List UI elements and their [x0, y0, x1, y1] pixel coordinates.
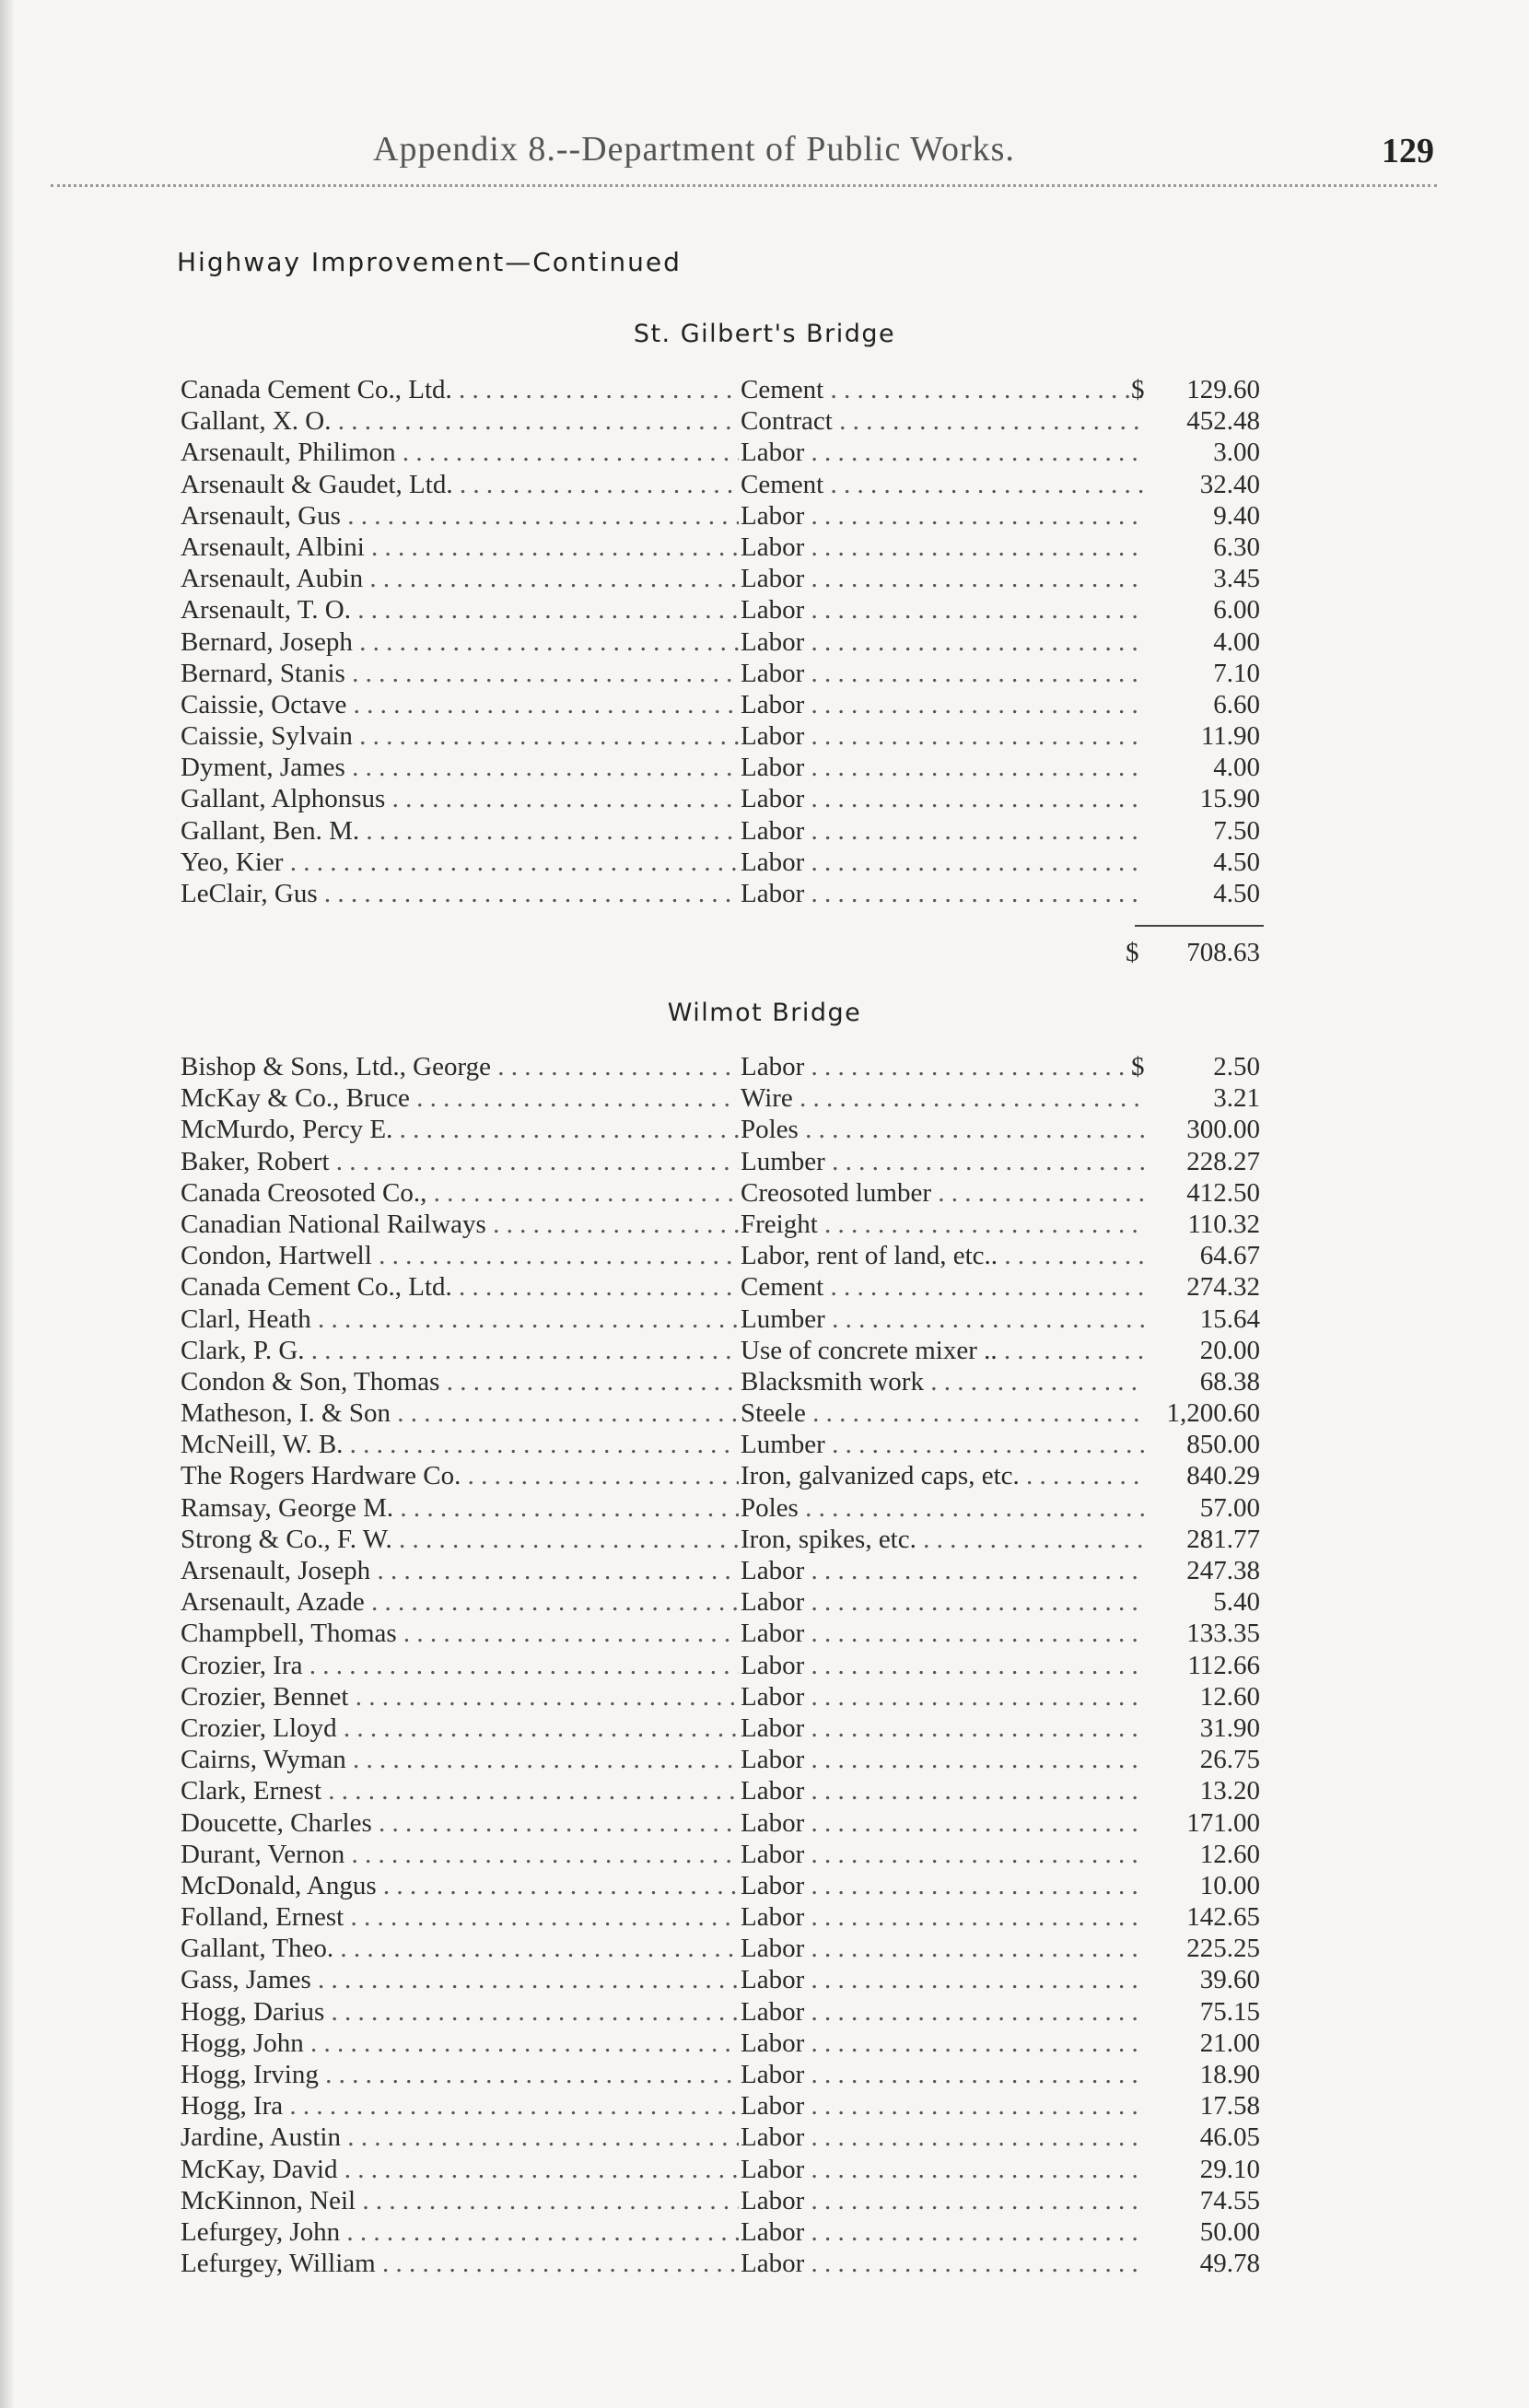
payee-name: Doucette, Charles . . .: [181, 1807, 739, 1839]
payee-name: Clark, Ernest . . .: [181, 1775, 739, 1806]
ledger-row: [0, 2090, 1529, 2122]
ledger-row: [0, 1303, 1529, 1335]
expense-item: Labor . . .: [741, 1839, 1146, 1870]
ledger-st-gilberts-bridge: [0, 374, 1529, 909]
expense-amount: 5.40: [1213, 1587, 1260, 1618]
section-total-row: [0, 938, 1529, 975]
expense-amount: 6.60: [1213, 689, 1260, 719]
payee-name: Dyment, James . . .: [181, 752, 739, 783]
expense-amount: 9.40: [1213, 500, 1260, 531]
expense-item: Lumber . . .: [741, 1303, 1146, 1335]
payee-name: Arsenault, Philimon . . .: [181, 437, 739, 468]
ledger-row: [0, 1586, 1529, 1618]
expense-item: Labor . . .: [741, 2028, 1146, 2059]
ledger-row: [0, 1524, 1529, 1555]
payee-name: McKinnon, Neil . . .: [181, 2185, 739, 2216]
expense-amount: 12.60: [1199, 1839, 1260, 1869]
ledger-row: [0, 563, 1529, 594]
ledger-row: [0, 626, 1529, 658]
ledger-row: [0, 1209, 1529, 1240]
payee-name: Durant, Vernon . . .: [181, 1839, 739, 1870]
payee-name: Arsenault & Gaudet, Ltd. . . .: [181, 469, 739, 500]
expense-item: Labor . . .: [741, 1775, 1146, 1806]
expense-item: Creosoted lumber . . .: [741, 1177, 1146, 1209]
expense-item: Lumber . . .: [741, 1146, 1146, 1177]
expense-amount: 21.00: [1199, 2028, 1260, 2058]
payee-name: Canadian National Railways . . .: [181, 1209, 739, 1240]
payee-name: LeClair, Gus . . .: [181, 878, 739, 909]
expense-item: Labor . . .: [741, 1555, 1146, 1586]
expense-amount: 7.10: [1213, 658, 1260, 688]
ledger-row: [0, 752, 1529, 783]
payee-name: McKay & Co., Bruce . . .: [181, 1082, 739, 1114]
expense-amount: 50.00: [1199, 2216, 1260, 2247]
payee-name: Lefurgey, John . . .: [181, 2216, 739, 2248]
expense-amount: 11.90: [1200, 721, 1260, 752]
expense-item: Contract . . .: [741, 405, 1146, 437]
payee-name: Matheson, I. & Son . . .: [181, 1397, 739, 1429]
expense-item: Labor . . .: [741, 1964, 1146, 1995]
expense-item: Labor . . .: [741, 1586, 1146, 1618]
payee-name: Lefurgey, William . . .: [181, 2248, 739, 2279]
section-title-wilmot-bridge: Wilmot Bridge: [667, 999, 862, 1027]
expense-item: Labor, rent of land, etc.. . . .: [741, 1240, 1146, 1271]
payee-name: Hogg, Irving . . .: [181, 2059, 739, 2090]
ledger-row: [0, 500, 1529, 532]
payee-name: Clark, P. G. . . .: [181, 1335, 739, 1366]
page-header: [0, 129, 1529, 175]
ledger-row: [0, 847, 1529, 878]
expense-item: Labor . . .: [741, 2248, 1146, 2279]
payee-name: Hogg, Darius . . .: [181, 1996, 739, 2028]
expense-item: Labor . . .: [741, 1996, 1146, 2028]
payee-name: Caissie, Sylvain . . .: [181, 720, 739, 752]
expense-amount: 12.60: [1199, 1681, 1260, 1712]
sum-rule: [1135, 925, 1264, 927]
payee-name: Gass, James . . .: [181, 1964, 739, 1995]
expense-item: Iron, spikes, etc. . . .: [741, 1524, 1146, 1555]
payee-name: Crozier, Ira . . .: [181, 1650, 739, 1681]
expense-item: Use of concrete mixer .. . . .: [741, 1335, 1146, 1366]
expense-amount: 32.40: [1199, 469, 1260, 499]
ledger-row: [0, 658, 1529, 689]
currency-symbol: $: [1131, 375, 1145, 404]
ledger-row: [0, 1335, 1529, 1366]
ledger-row: [0, 1051, 1529, 1082]
payee-name: McMurdo, Percy E. . . .: [181, 1114, 739, 1145]
ledger-row: [0, 1114, 1529, 1145]
payee-name: Jardine, Austin . . .: [181, 2122, 739, 2153]
payee-name: Bernard, Stanis . . .: [181, 658, 739, 689]
expense-item: Labor . . .: [741, 532, 1146, 563]
ledger-row: [0, 437, 1529, 468]
ledger-row: [0, 2154, 1529, 2185]
payee-name: Gallant, Theo. . . .: [181, 1933, 739, 1964]
ledger-row: [0, 1366, 1529, 1397]
expense-item: Labor . . .: [741, 1681, 1146, 1712]
section-title-st-gilberts-bridge: St. Gilbert's Bridge: [633, 320, 896, 348]
payee-name: Arsenault, Aubin . . .: [181, 563, 739, 594]
ledger-row: [0, 1146, 1529, 1177]
ledger-row: [0, 1082, 1529, 1114]
expense-item: Labor . . .: [741, 1051, 1146, 1082]
expense-amount: 6.00: [1213, 595, 1260, 625]
expense-item: Wire . . .: [741, 1082, 1146, 1114]
expense-item: Labor . . .: [741, 626, 1146, 658]
ledger-row: [0, 1870, 1529, 1901]
ledger-row: [0, 1712, 1529, 1744]
expense-amount: 10.00: [1199, 1870, 1260, 1900]
expense-amount: 15.64: [1199, 1303, 1260, 1334]
ledger-row: [0, 2122, 1529, 2153]
payee-name: Folland, Ernest . . .: [181, 1901, 739, 1933]
ledger-row: [0, 878, 1529, 909]
expense-item: Labor . . .: [741, 2185, 1146, 2216]
ledger-row: [0, 1807, 1529, 1839]
ledger-row: [0, 1177, 1529, 1209]
ledger-row: [0, 1240, 1529, 1271]
total-currency-symbol: $: [1126, 938, 1139, 967]
expense-item: Labor . . .: [741, 1870, 1146, 1901]
ledger-row: [0, 1901, 1529, 1933]
expense-item: Labor . . .: [741, 720, 1146, 752]
expense-amount: 300.00: [1186, 1115, 1260, 1145]
expense-item: Labor . . .: [741, 878, 1146, 909]
expense-item: Steele . . .: [741, 1397, 1146, 1429]
ledger-row: [0, 2248, 1529, 2279]
ledger-row: [0, 1555, 1529, 1586]
expense-amount: 26.75: [1199, 1745, 1260, 1775]
expense-amount: 31.90: [1199, 1712, 1260, 1743]
expense-amount: 247.38: [1186, 1556, 1260, 1585]
expense-item: Labor . . .: [741, 1901, 1146, 1933]
payee-name: Bernard, Joseph . . .: [181, 626, 739, 658]
ledger-row: [0, 1964, 1529, 1995]
expense-item: Labor . . .: [741, 1618, 1146, 1649]
payee-name: Arsenault, Gus . . .: [181, 500, 739, 532]
expense-amount: 4.50: [1213, 879, 1260, 908]
payee-name: Hogg, John . . .: [181, 2028, 739, 2059]
payee-name: The Rogers Hardware Co. . . .: [181, 1460, 739, 1491]
ledger-row: [0, 1429, 1529, 1460]
continued-heading: Highway Improvement—Continued: [177, 247, 682, 277]
expense-amount: 29.10: [1199, 2154, 1260, 2184]
currency-symbol: $: [1131, 1052, 1145, 1081]
expense-amount: 112.66: [1187, 1650, 1260, 1680]
ledger-row: [0, 2028, 1529, 2059]
expense-item: Labor . . .: [741, 500, 1146, 532]
expense-item: Cement . . .: [741, 469, 1146, 500]
expense-amount: 68.38: [1199, 1366, 1260, 1397]
expense-item: Cement . . .: [741, 1271, 1146, 1303]
payee-name: Crozier, Bennet . . .: [181, 1681, 739, 1712]
expense-item: Labor . . .: [741, 1933, 1146, 1964]
ledger-row: [0, 2185, 1529, 2216]
ledger-row: [0, 1775, 1529, 1806]
payee-name: McDonald, Angus . . .: [181, 1870, 739, 1901]
expense-item: Cement . . .: [741, 374, 1146, 405]
expense-amount: 20.00: [1199, 1335, 1260, 1365]
ledger-row: [0, 1271, 1529, 1303]
expense-amount: 228.27: [1186, 1146, 1260, 1176]
payee-name: Strong & Co., F. W. . . .: [181, 1524, 739, 1555]
expense-item: Labor . . .: [741, 563, 1146, 594]
expense-amount: 840.29: [1186, 1461, 1260, 1491]
ledger-row: [0, 815, 1529, 847]
expense-item: Labor . . .: [741, 847, 1146, 878]
ledger-row: [0, 594, 1529, 625]
expense-amount: 49.78: [1199, 2249, 1260, 2279]
expense-amount: 171.00: [1186, 1807, 1260, 1838]
expense-amount: 274.32: [1186, 1272, 1260, 1303]
expense-item: Labor . . .: [741, 1744, 1146, 1775]
expense-item: Labor . . .: [741, 2216, 1146, 2248]
expense-item: Labor . . .: [741, 1807, 1146, 1839]
expense-amount: 57.00: [1199, 1492, 1260, 1523]
expense-amount: 64.67: [1199, 1241, 1260, 1271]
expense-item: Labor . . .: [741, 2122, 1146, 2153]
ledger-row: [0, 1492, 1529, 1524]
payee-name: Hogg, Ira . . .: [181, 2090, 739, 2122]
payee-name: Canada Cement Co., Ltd. . . .: [181, 1271, 739, 1303]
payee-name: Bishop & Sons, Ltd., George . . .: [181, 1051, 739, 1082]
expense-amount: 3.21: [1213, 1083, 1260, 1114]
expense-amount: 13.20: [1199, 1776, 1260, 1806]
payee-name: Cairns, Wyman . . .: [181, 1744, 739, 1775]
expense-item: Labor . . .: [741, 689, 1146, 720]
payee-name: Clarl, Heath . . .: [181, 1303, 739, 1335]
expense-amount: 18.90: [1199, 2060, 1260, 2089]
ledger-row: [0, 1933, 1529, 1964]
expense-amount: 4.50: [1213, 847, 1260, 877]
ledger-row: [0, 1996, 1529, 2028]
payee-name: Condon & Son, Thomas . . .: [181, 1366, 739, 1397]
expense-item: Lumber . . .: [741, 1429, 1146, 1460]
expense-amount: 39.60: [1199, 1965, 1260, 1995]
ledger-row: [0, 1650, 1529, 1681]
expense-item: Labor . . .: [741, 815, 1146, 847]
ledger-row: [0, 2216, 1529, 2248]
expense-item: Labor . . .: [741, 783, 1146, 814]
payee-name: Arsenault, Azade . . .: [181, 1586, 739, 1618]
payee-name: Gallant, X. O. . . .: [181, 405, 739, 437]
expense-item: Labor . . .: [741, 658, 1146, 689]
ledger-row: [0, 532, 1529, 563]
payee-name: Condon, Hartwell . . .: [181, 1240, 739, 1271]
expense-amount: 225.25: [1186, 1934, 1260, 1964]
payee-name: Canada Creosoted Co., . . .: [181, 1177, 739, 1209]
expense-amount: 4.00: [1213, 626, 1260, 657]
payee-name: Arsenault, T. O. . . .: [181, 594, 739, 625]
payee-name: Baker, Robert . . .: [181, 1146, 739, 1177]
expense-amount: 74.55: [1199, 2185, 1260, 2215]
expense-amount: 3.45: [1213, 564, 1260, 594]
expense-amount: 4.00: [1213, 753, 1260, 783]
ledger-row: [0, 1744, 1529, 1775]
expense-item: Freight . . .: [741, 1209, 1146, 1240]
expense-amount: 850.00: [1186, 1430, 1260, 1460]
expense-item: Poles . . .: [741, 1114, 1146, 1145]
ledger-row: [0, 469, 1529, 500]
expense-amount: 6.30: [1213, 532, 1260, 562]
payee-name: McKay, David . . .: [181, 2154, 739, 2185]
expense-amount: 133.35: [1186, 1619, 1260, 1649]
ledger-row: [0, 689, 1529, 720]
ledger-row: [0, 783, 1529, 814]
payee-name: Crozier, Lloyd . . .: [181, 1712, 739, 1744]
expense-amount: 129.60: [1186, 375, 1260, 404]
expense-item: Labor . . .: [741, 594, 1146, 625]
ledger-wilmot-bridge: [0, 1051, 1529, 2279]
ledger-row: [0, 2059, 1529, 2090]
expense-item: Labor . . .: [741, 1712, 1146, 1744]
expense-amount: 15.90: [1199, 784, 1260, 814]
header-rule: [51, 184, 1437, 187]
expense-amount: 75.15: [1199, 1996, 1260, 2027]
ledger-row: [0, 1397, 1529, 1429]
payee-name: Ramsay, George M. . . .: [181, 1492, 739, 1524]
expense-amount: 3.00: [1213, 438, 1260, 468]
payee-name: Canada Cement Co., Ltd. . . .: [181, 374, 739, 405]
expense-amount: 281.77: [1186, 1524, 1260, 1554]
expense-amount: 412.50: [1186, 1177, 1260, 1208]
expense-item: Labor . . .: [741, 2090, 1146, 2122]
expense-amount: 7.50: [1213, 815, 1260, 846]
expense-amount: 17.58: [1199, 2091, 1260, 2122]
ledger-row: [0, 405, 1529, 437]
payee-name: Arsenault, Albini . . .: [181, 532, 739, 563]
ledger-row: [0, 720, 1529, 752]
section-total-amount: 708.63: [1186, 938, 1260, 967]
expense-item: Iron, galvanized caps, etc. . . .: [741, 1460, 1146, 1491]
expense-amount: 142.65: [1186, 1902, 1260, 1933]
expense-item: Labor . . .: [741, 437, 1146, 468]
running-head: Appendix 8.--Department of Public Works.: [373, 130, 1015, 169]
ledger-row: [0, 1460, 1529, 1491]
payee-name: Yeo, Kier . . .: [181, 847, 739, 878]
page-number: 129: [1382, 132, 1434, 170]
payee-name: McNeill, W. B. . . .: [181, 1429, 739, 1460]
payee-name: Caissie, Octave . . .: [181, 689, 739, 720]
expense-amount: 452.48: [1186, 406, 1260, 437]
ledger-row: [0, 1618, 1529, 1649]
ledger-row: [0, 374, 1529, 405]
expense-amount: 110.32: [1187, 1209, 1260, 1239]
payee-name: Champbell, Thomas . . .: [181, 1618, 739, 1649]
expense-item: Labor . . .: [741, 2059, 1146, 2090]
ledger-row: [0, 1839, 1529, 1870]
expense-item: Poles . . .: [741, 1492, 1146, 1524]
expense-amount: 1,200.60: [1166, 1398, 1260, 1429]
payee-name: Gallant, Ben. M. . . .: [181, 815, 739, 847]
expense-item: Labor . . .: [741, 752, 1146, 783]
expense-item: Labor . . .: [741, 2154, 1146, 2185]
expense-amount: 46.05: [1199, 2122, 1260, 2153]
expense-amount: 2.50: [1213, 1052, 1260, 1081]
expense-item: Blacksmith work . . .: [741, 1366, 1146, 1397]
expense-item: Labor . . .: [741, 1650, 1146, 1681]
ledger-row: [0, 1681, 1529, 1712]
payee-name: Arsenault, Joseph . . .: [181, 1555, 739, 1586]
payee-name: Gallant, Alphonsus . . .: [181, 783, 739, 814]
